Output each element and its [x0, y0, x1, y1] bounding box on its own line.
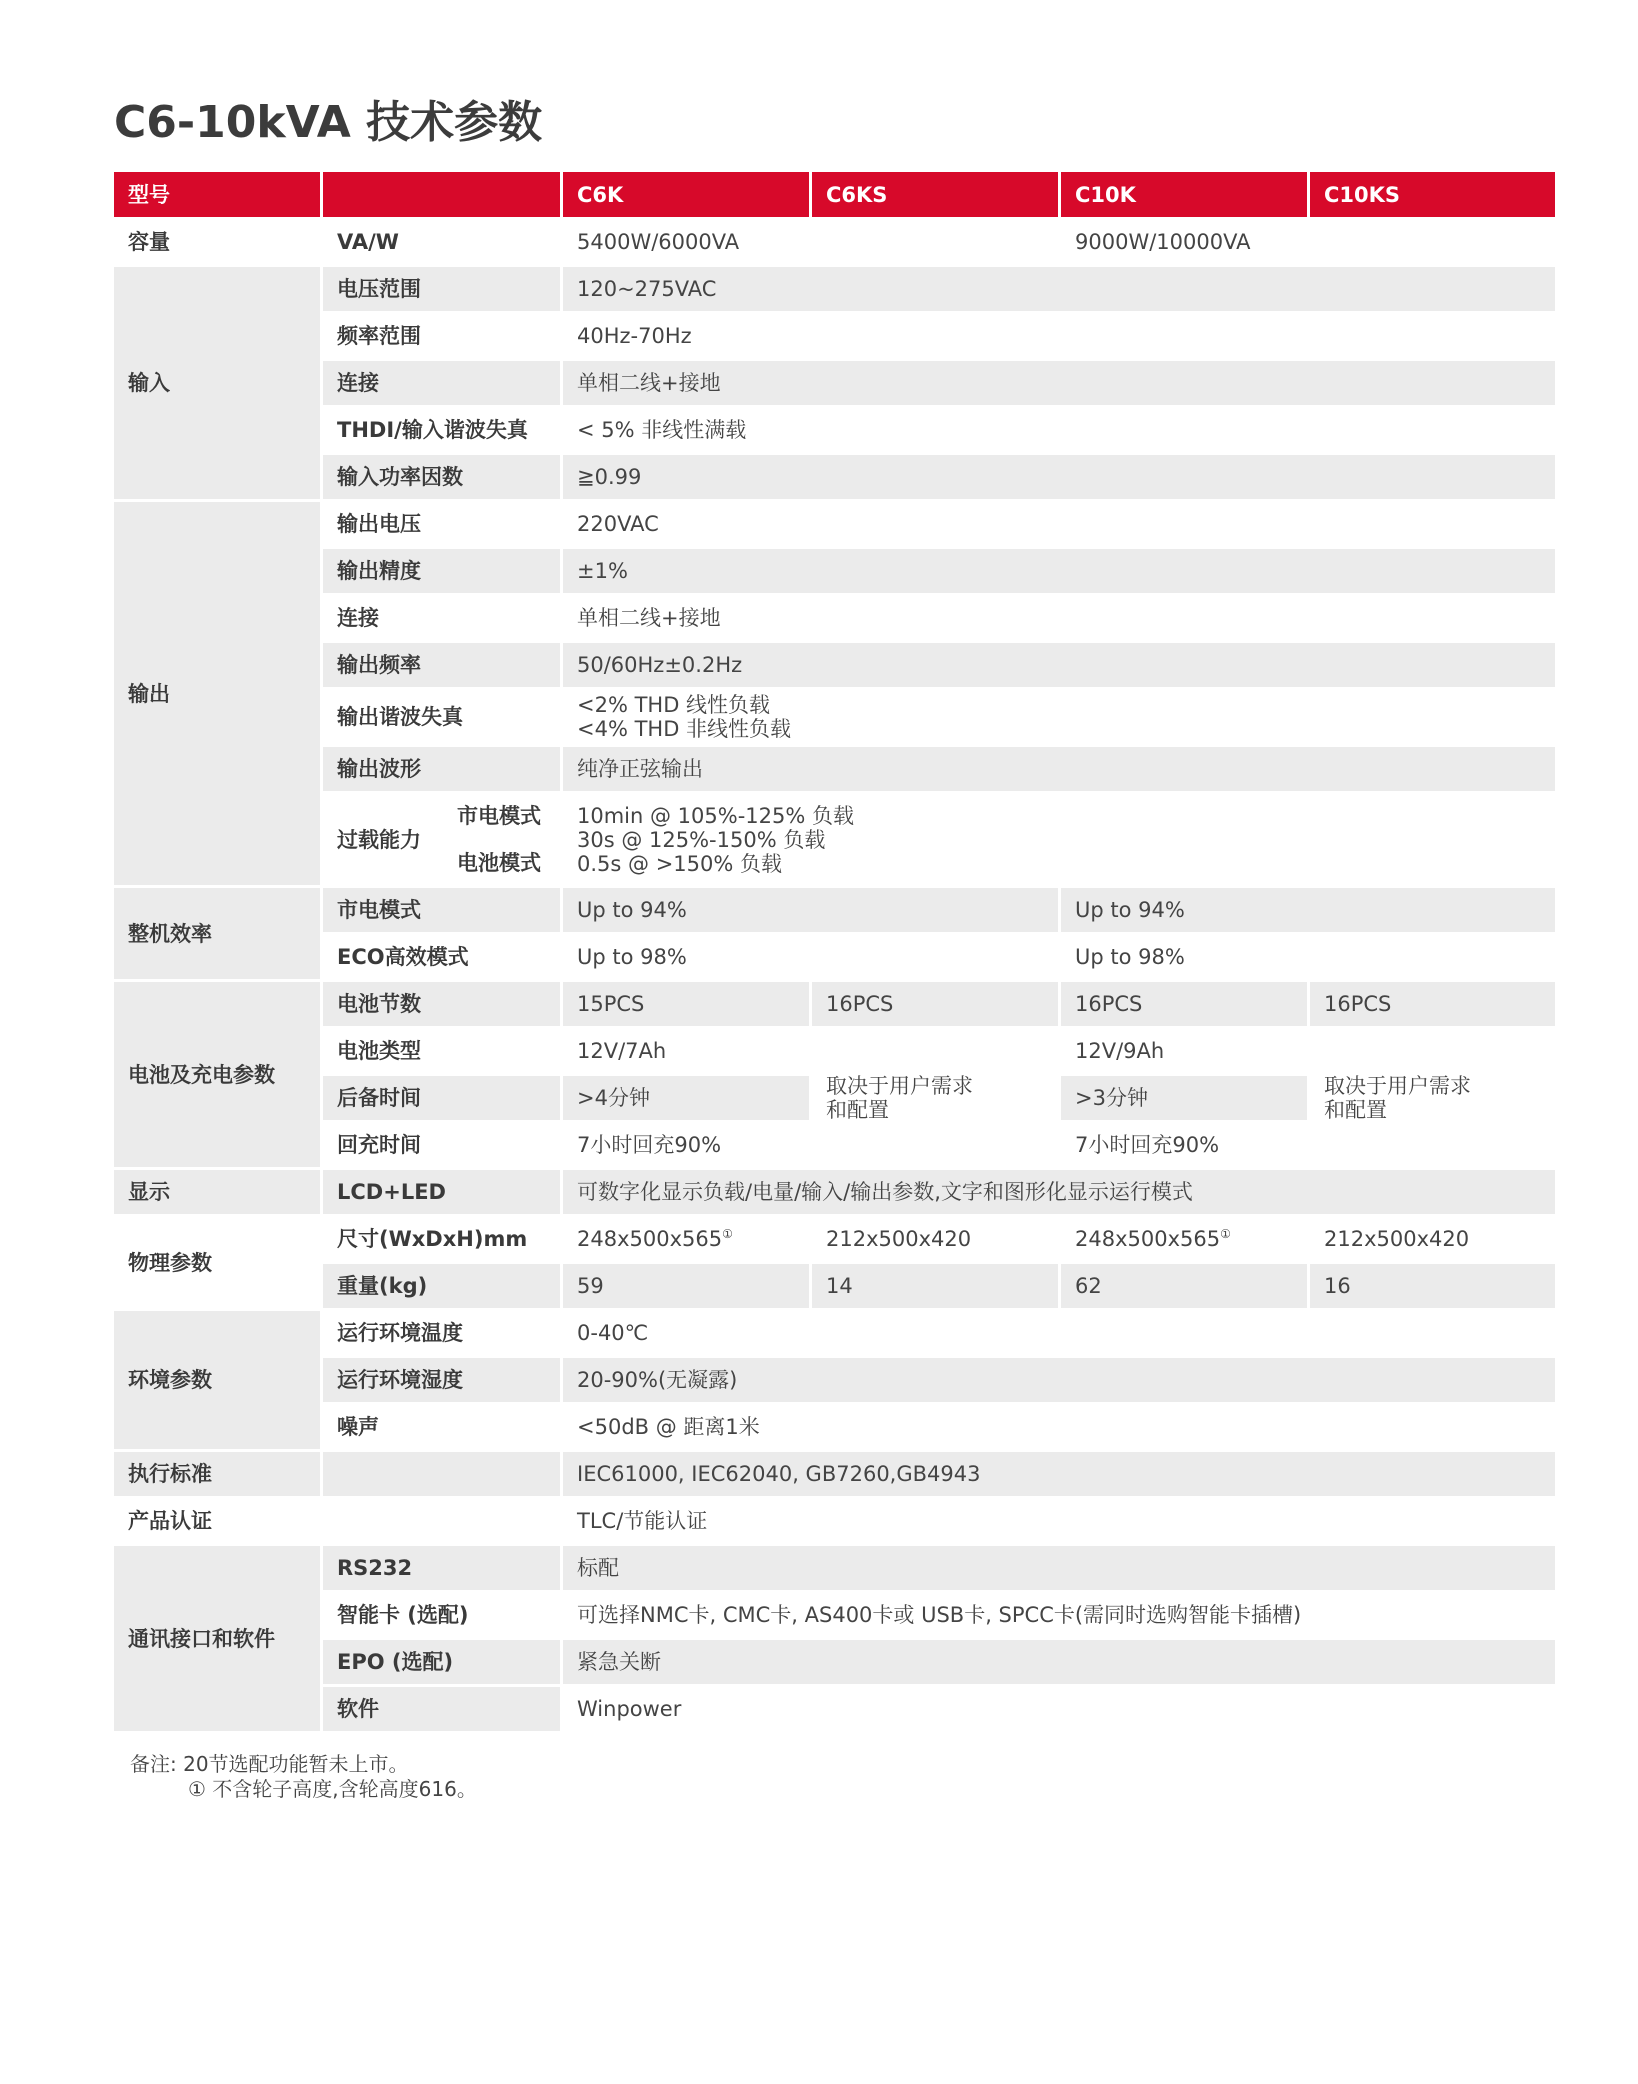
table-row — [114, 1264, 1555, 1308]
cell-value: 59 — [563, 1264, 809, 1308]
cell-value: 15PCS — [563, 982, 809, 1026]
cell-value: >4分钟 — [563, 1076, 809, 1120]
cell-value: < 5% 非线性满载 — [563, 408, 1555, 452]
cell-value: Up to 94% — [1061, 888, 1555, 932]
row-label: 尺寸(WxDxH)mm — [323, 1217, 560, 1261]
cell-value: 紧急关断 — [563, 1640, 1555, 1684]
cell-value: 12V/9Ah — [1061, 1029, 1307, 1073]
table-row — [114, 1170, 1555, 1214]
row-label: 市电模式 — [323, 888, 560, 932]
row-label: LCD+LED — [323, 1170, 560, 1214]
category-certification: 产品认证 — [114, 1499, 320, 1543]
cell-value: 9000W/10000VA — [1061, 220, 1555, 264]
row-label: 电池类型 — [323, 1029, 560, 1073]
table-row — [114, 643, 1555, 687]
cell-value: 7小时回充90% — [1061, 1123, 1307, 1167]
text-line: 30s @ 125%-150% 负载 — [577, 827, 826, 852]
cell-value: 16PCS — [1310, 982, 1555, 1026]
cell-value: 212x500x420 — [1310, 1217, 1555, 1261]
page-title: C6-10kVA 技术参数 — [114, 97, 543, 148]
cell-value — [1310, 1029, 1555, 1167]
row-label: 输出波形 — [323, 747, 560, 791]
header-c10k: C10K — [1061, 172, 1307, 217]
row-label: 软件 — [323, 1687, 560, 1731]
row-label: 电压范围 — [323, 267, 560, 311]
row-label: 噪声 — [323, 1405, 560, 1449]
footnote-mark: ① — [722, 1227, 733, 1241]
cell-value: 单相二线+接地 — [563, 596, 1555, 640]
cell-value: Up to 98% — [1061, 935, 1555, 979]
table-row — [114, 1217, 1555, 1261]
table-row — [114, 549, 1555, 593]
cell-value: 0-40℃ — [563, 1311, 1555, 1355]
row-label: 后备时间 — [323, 1076, 560, 1120]
cell-value: 220VAC — [563, 502, 1555, 546]
text-line: 取决于用户需求 — [826, 1074, 973, 1098]
value-text: 248x500x565 — [577, 1227, 723, 1251]
sub-label: 电池模式 — [443, 841, 560, 885]
row-label: 回充时间 — [323, 1123, 560, 1167]
row-label: 重量(kg) — [323, 1264, 560, 1308]
footnote-mark: ① — [1220, 1227, 1231, 1241]
footnotes — [130, 1752, 477, 1802]
cell-value: 7小时回充90% — [563, 1123, 809, 1167]
header-blank — [323, 172, 560, 217]
table-row — [114, 935, 1555, 979]
header-row — [114, 172, 1555, 217]
table-row — [114, 794, 1555, 838]
table-row — [114, 1405, 1555, 1449]
row-label: 频率范围 — [323, 314, 560, 358]
category-output: 输出 — [114, 502, 320, 885]
sub-label: 市电模式 — [443, 794, 560, 838]
table-row — [114, 888, 1555, 932]
cell-value — [812, 1029, 1058, 1167]
cell-value — [563, 794, 1555, 885]
table-row — [114, 1640, 1555, 1684]
row-label: ECO高效模式 — [323, 935, 560, 979]
capacity-row — [114, 220, 1555, 264]
cell-value: >3分钟 — [1061, 1076, 1307, 1120]
note-line: ① 不含轮子高度,含轮高度616。 — [188, 1777, 477, 1801]
table-row — [114, 455, 1555, 499]
table-row — [114, 1546, 1555, 1590]
note-line: 备注: 20节选配功能暂未上市。 — [130, 1752, 409, 1776]
row-label: THDI/输入谐波失真 — [323, 408, 560, 452]
text-line: <4% THD 非线性负载 — [577, 717, 792, 741]
category-input: 输入 — [114, 267, 320, 499]
row-label: 连接 — [323, 596, 560, 640]
cell-value: 12V/7Ah — [563, 1029, 809, 1073]
cell-value: 标配 — [563, 1546, 1555, 1590]
table-row — [114, 690, 1555, 744]
cell-value: Up to 94% — [563, 888, 1058, 932]
cell-value: 16 — [1310, 1264, 1555, 1308]
cell-value: 40Hz-70Hz — [563, 314, 1555, 358]
row-label: 过载能力 — [323, 794, 440, 885]
table-row — [114, 982, 1555, 1026]
cell-value: 14 — [812, 1264, 1058, 1308]
text-line: 取决于用户需求 — [1324, 1074, 1471, 1098]
row-label: 运行环境湿度 — [323, 1358, 560, 1402]
cell-value: ≧0.99 — [563, 455, 1555, 499]
value-text: 248x500x565 — [1075, 1227, 1221, 1251]
table-row — [114, 1452, 1555, 1496]
row-label-blank — [323, 1499, 560, 1543]
row-label-blank — [323, 1452, 560, 1496]
table-row — [114, 747, 1555, 791]
table-row — [114, 502, 1555, 546]
cell-value: TLC/节能认证 — [563, 1499, 1555, 1543]
table-row — [114, 267, 1555, 311]
category-display: 显示 — [114, 1170, 320, 1214]
category-physical: 物理参数 — [114, 1217, 320, 1308]
text-line: 10min @ 105%-125% 负载 — [577, 803, 854, 828]
header-model: 型号 — [114, 172, 320, 217]
cell-value — [563, 1217, 809, 1261]
text-line: 和配置 — [1324, 1098, 1387, 1122]
row-label: 智能卡 (选配) — [323, 1593, 560, 1637]
cell-value: ±1% — [563, 549, 1555, 593]
category-environment: 环境参数 — [114, 1311, 320, 1449]
cell-value: 单相二线+接地 — [563, 361, 1555, 405]
table-row — [114, 1593, 1555, 1637]
cell-value: Up to 98% — [563, 935, 1058, 979]
category-battery: 电池及充电参数 — [114, 982, 320, 1167]
row-label: VA/W — [323, 220, 560, 264]
table-row — [114, 314, 1555, 358]
cell-value: 16PCS — [812, 982, 1058, 1026]
table-row — [114, 1311, 1555, 1355]
row-label: 输出电压 — [323, 502, 560, 546]
cell-value: 50/60Hz±0.2Hz — [563, 643, 1555, 687]
cell-value: 212x500x420 — [812, 1217, 1058, 1261]
row-label: RS232 — [323, 1546, 560, 1590]
category-standard: 执行标准 — [114, 1452, 320, 1496]
row-label: 输入功率因数 — [323, 455, 560, 499]
cell-value: 可选择NMC卡, CMC卡, AS400卡或 USB卡, SPCC卡(需同时选购智能卡插槽) — [563, 1593, 1555, 1637]
row-label: EPO (选配) — [323, 1640, 560, 1684]
category-comms: 通讯接口和软件 — [114, 1546, 320, 1731]
cell-value — [1061, 1217, 1307, 1261]
row-label: 运行环境温度 — [323, 1311, 560, 1355]
text-line: <2% THD 线性负载 — [577, 693, 771, 717]
row-label: 输出频率 — [323, 643, 560, 687]
cell-value: 可数字化显示负载/电量/输入/输出参数,文字和图形化显示运行模式 — [563, 1170, 1555, 1214]
cell-value: 5400W/6000VA — [563, 220, 1058, 264]
row-label: 连接 — [323, 361, 560, 405]
table-row — [114, 1499, 1555, 1543]
cell-value: 62 — [1061, 1264, 1307, 1308]
table-row — [114, 596, 1555, 640]
row-label: 电池节数 — [323, 982, 560, 1026]
cell-value: <50dB @ 距离1米 — [563, 1405, 1555, 1449]
cell-value — [563, 690, 1555, 744]
text-line: 和配置 — [826, 1098, 889, 1122]
cell-value: 纯净正弦输出 — [563, 747, 1555, 791]
table-row — [114, 1687, 1555, 1731]
cell-value: Winpower — [563, 1687, 1555, 1731]
header-c6ks: C6KS — [812, 172, 1058, 217]
table-row — [114, 408, 1555, 452]
header-c6k: C6K — [563, 172, 809, 217]
table-row — [114, 1029, 1555, 1073]
cell-value: IEC61000, IEC62040, GB7260,GB4943 — [563, 1452, 1555, 1496]
cell-value: 120~275VAC — [563, 267, 1555, 311]
header-c10ks: C10KS — [1310, 172, 1555, 217]
spec-table — [111, 169, 1558, 1734]
table-row — [114, 1358, 1555, 1402]
row-label: 输出谐波失真 — [323, 690, 560, 744]
cell-value: 16PCS — [1061, 982, 1307, 1026]
category-efficiency: 整机效率 — [114, 888, 320, 979]
row-label: 输出精度 — [323, 549, 560, 593]
table-row — [114, 361, 1555, 405]
category-capacity: 容量 — [114, 220, 320, 264]
text-line: 0.5s @ >150% 负载 — [577, 851, 782, 876]
cell-value: 20-90%(无凝露) — [563, 1358, 1555, 1402]
